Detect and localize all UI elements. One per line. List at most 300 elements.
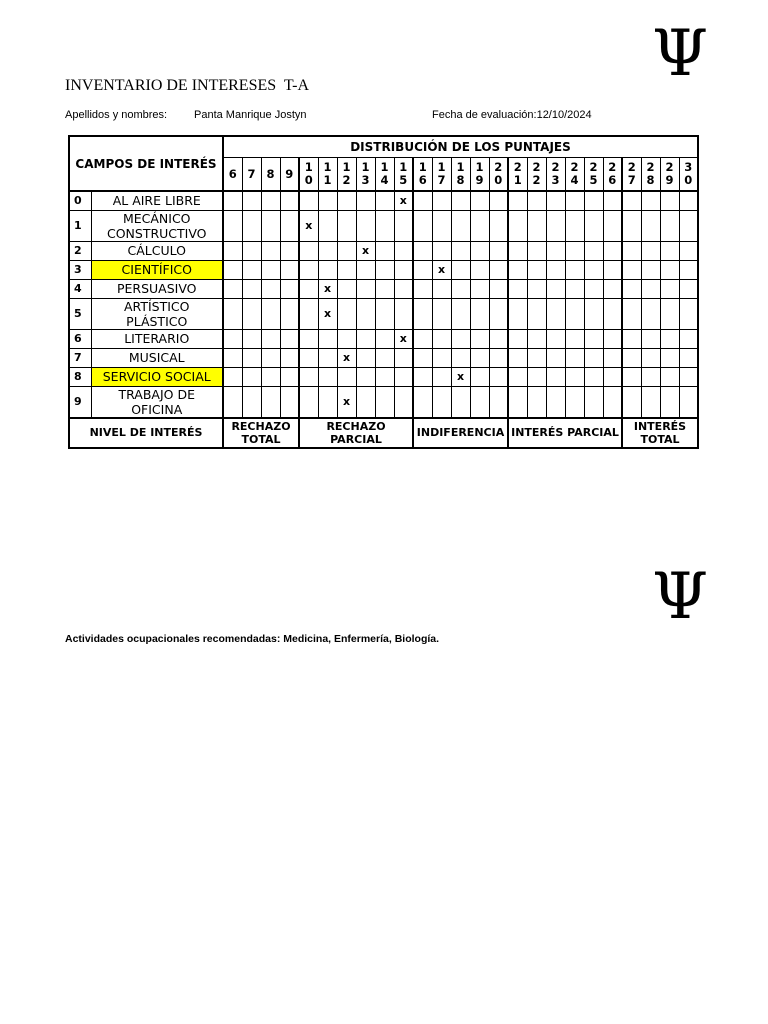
score-cell [337,191,356,210]
score-cell [432,279,451,298]
score-cell [299,260,318,279]
score-cell [356,386,375,418]
score-cell [489,210,508,241]
score-cell [318,386,337,418]
score-cell [356,191,375,210]
row-label-field: LITERARIO [91,329,223,348]
table-row [69,367,698,386]
score-header-28: 2 8 [641,158,660,192]
score-cell [432,367,451,386]
score-header-16: 1 6 [413,158,432,192]
score-cell [470,386,489,418]
score-cell [470,348,489,367]
score-cell [261,386,280,418]
level-2: RECHAZO PARCIAL [299,418,413,448]
score-cell [299,367,318,386]
score-cell [432,191,451,210]
score-cell [622,191,641,210]
row-number: 1 [69,210,91,241]
score-cell [413,329,432,348]
score-cell [261,210,280,241]
campos-header: CAMPOS DE INTERÉS [69,136,223,191]
score-cell [622,279,641,298]
score-cell [527,241,546,260]
recommended-activities: Actividades ocupacionales recomendadas: Medicina, Enfermería, Biología. [65,633,440,645]
table-row [69,260,698,279]
score-cell [318,329,337,348]
score-cell [546,260,565,279]
score-cell [337,298,356,329]
score-cell [432,386,451,418]
score-cell [584,210,603,241]
score-cell [318,241,337,260]
score-cell [394,298,413,329]
score-cell [641,386,660,418]
score-header-19: 1 9 [470,158,489,192]
score-cell [299,279,318,298]
score-cell [375,279,394,298]
score-cell [261,279,280,298]
score-cell [337,260,356,279]
score-header-20: 2 0 [489,158,508,192]
score-cell [318,191,337,210]
score-cell [280,329,299,348]
table-row [69,279,698,298]
score-cell [679,191,698,210]
score-cell [223,210,242,241]
score-cell [603,241,622,260]
score-cell [223,191,242,210]
score-cell [660,329,679,348]
table-row [69,191,698,210]
score-header-6: 6 [223,158,242,192]
score-cell [337,241,356,260]
score-cell [584,367,603,386]
score-mark: x [299,210,318,241]
score-cell [508,367,527,386]
score-cell [660,298,679,329]
score-cell [394,241,413,260]
score-header-26: 2 6 [603,158,622,192]
score-cell [603,348,622,367]
score-cell [413,348,432,367]
score-cell [242,260,261,279]
score-cell [527,298,546,329]
score-cell [470,367,489,386]
score-cell [508,260,527,279]
score-cell [375,386,394,418]
score-cell [470,279,489,298]
score-cell [565,210,584,241]
score-cell [489,348,508,367]
score-cell [280,367,299,386]
score-cell [489,386,508,418]
score-cell [299,191,318,210]
row-number: 8 [69,367,91,386]
score-cell [299,386,318,418]
score-cell [375,329,394,348]
score-cell [451,260,470,279]
score-cell [489,298,508,329]
score-cell [261,348,280,367]
score-cell [432,210,451,241]
score-cell [679,367,698,386]
table-row [69,241,698,260]
score-cell [679,298,698,329]
score-cell [318,348,337,367]
score-cell [280,386,299,418]
score-cell [660,260,679,279]
score-cell [451,210,470,241]
score-cell [527,348,546,367]
score-cell [565,298,584,329]
score-cell [508,241,527,260]
table-row [69,210,698,241]
score-cell [641,329,660,348]
evaluation-date: Fecha de evaluación:12/10/2024 [432,109,592,121]
score-cell [584,386,603,418]
score-cell [451,191,470,210]
score-mark: x [356,241,375,260]
score-cell [641,367,660,386]
score-cell [432,298,451,329]
score-cell [527,191,546,210]
score-cell [242,210,261,241]
score-header-25: 2 5 [584,158,603,192]
score-cell [641,191,660,210]
score-cell [261,367,280,386]
score-header-17: 1 7 [432,158,451,192]
score-cell [223,279,242,298]
level-4: INTERÉS PARCIAL [508,418,622,448]
score-cell [641,241,660,260]
score-cell [622,241,641,260]
score-cell [223,260,242,279]
score-header-11: 1 1 [318,158,337,192]
score-cell [489,260,508,279]
psi-symbol-top: Ψ [652,17,709,91]
score-cell [603,329,622,348]
score-cell [527,279,546,298]
score-cell [546,298,565,329]
score-header-9: 9 [280,158,299,192]
row-label-field: CIENTÍFICO [91,260,223,279]
score-cell [375,348,394,367]
score-cell [356,298,375,329]
score-cell [394,367,413,386]
score-cell [603,210,622,241]
score-cell [622,329,641,348]
score-cell [394,210,413,241]
score-header-30: 3 0 [679,158,698,192]
score-cell [280,298,299,329]
score-cell [299,298,318,329]
row-label-field: SERVICIO SOCIAL [91,367,223,386]
score-cell [432,329,451,348]
table-row [69,298,698,329]
psi-symbol-bottom: Ψ [652,560,709,634]
score-mark: x [394,329,413,348]
score-cell [337,210,356,241]
score-mark: x [337,386,356,418]
score-cell [356,260,375,279]
score-cell [527,260,546,279]
score-cell [413,279,432,298]
score-cell [508,329,527,348]
score-cell [584,191,603,210]
row-label-field: MECÁNICO CONSTRUCTIVO [91,210,223,241]
score-cell [584,348,603,367]
score-cell [622,386,641,418]
document-title: INVENTARIO DE INTERESES T-A [65,77,310,94]
score-cell [565,386,584,418]
score-cell [451,298,470,329]
score-cell [299,241,318,260]
score-cell [337,367,356,386]
score-cell [622,367,641,386]
score-header-29: 2 9 [660,158,679,192]
score-cell [261,298,280,329]
score-mark: x [451,367,470,386]
score-cell [223,298,242,329]
row-label-field: CÁLCULO [91,241,223,260]
score-cell [280,191,299,210]
row-label-field: MUSICAL [91,348,223,367]
row-number: 4 [69,279,91,298]
score-cell [470,241,489,260]
score-cell [679,348,698,367]
score-mark: x [432,260,451,279]
score-header-10: 1 0 [299,158,318,192]
row-number: 5 [69,298,91,329]
score-header-21: 2 1 [508,158,527,192]
row-number: 6 [69,329,91,348]
score-cell [603,298,622,329]
score-cell [451,348,470,367]
table-row [69,386,698,418]
score-cell [299,329,318,348]
score-header-8: 8 [261,158,280,192]
score-cell [660,348,679,367]
score-cell [413,298,432,329]
score-cell [565,260,584,279]
score-cell [584,279,603,298]
score-cell [679,279,698,298]
score-cell [223,348,242,367]
table-row [69,329,698,348]
score-cell [356,210,375,241]
score-cell [622,260,641,279]
row-number: 9 [69,386,91,418]
score-cell [261,241,280,260]
score-cell [413,241,432,260]
score-cell [508,298,527,329]
score-cell [546,348,565,367]
score-cell [489,279,508,298]
score-cell [242,348,261,367]
score-cell [679,386,698,418]
score-cell [375,191,394,210]
score-cell [527,386,546,418]
score-cell [565,279,584,298]
score-cell [660,367,679,386]
score-cell [356,279,375,298]
score-cell [622,298,641,329]
score-cell [375,260,394,279]
score-cell [603,260,622,279]
score-cell [356,329,375,348]
score-cell [508,386,527,418]
score-cell [470,260,489,279]
row-label-field: ARTÍSTICO PLÁSTICO [91,298,223,329]
score-cell [584,260,603,279]
score-cell [679,329,698,348]
score-cell [489,191,508,210]
score-header-27: 2 7 [622,158,641,192]
score-cell [641,260,660,279]
score-cell [679,260,698,279]
score-cell [489,241,508,260]
nivel-label: NIVEL DE INTERÉS [69,418,223,448]
score-header-22: 2 2 [527,158,546,192]
score-cell [584,298,603,329]
score-cell [318,210,337,241]
score-cell [375,241,394,260]
score-cell [242,279,261,298]
score-cell [565,241,584,260]
score-cell [242,191,261,210]
row-number: 7 [69,348,91,367]
score-cell [394,279,413,298]
row-number: 3 [69,260,91,279]
level-5: INTERÉS TOTAL [622,418,698,448]
names-label: Apellidos y nombres: [65,109,168,121]
score-cell [603,279,622,298]
score-cell [470,210,489,241]
score-cell [679,210,698,241]
score-cell [375,298,394,329]
level-3: INDIFERENCIA [413,418,508,448]
score-cell [546,367,565,386]
score-cell [223,367,242,386]
interest-distribution-table [68,135,699,449]
distribution-header: DISTRIBUCIÓN DE LOS PUNTAJES [223,136,698,158]
score-cell [318,260,337,279]
score-cell [546,386,565,418]
score-cell [508,279,527,298]
score-cell [546,210,565,241]
score-header-23: 2 3 [546,158,565,192]
score-cell [261,329,280,348]
score-cell [223,329,242,348]
score-cell [280,241,299,260]
score-mark: x [318,279,337,298]
score-cell [565,191,584,210]
score-header-18: 1 8 [451,158,470,192]
score-cell [489,367,508,386]
score-header-24: 2 4 [565,158,584,192]
score-cell [356,348,375,367]
score-cell [508,348,527,367]
score-cell [641,348,660,367]
score-cell [603,386,622,418]
score-header-12: 1 2 [337,158,356,192]
score-cell [394,260,413,279]
score-cell [242,386,261,418]
score-cell [261,191,280,210]
score-cell [337,279,356,298]
score-cell [470,329,489,348]
score-cell [546,329,565,348]
score-cell [356,367,375,386]
score-cell [223,241,242,260]
score-cell [546,279,565,298]
score-cell [242,329,261,348]
score-cell [280,210,299,241]
score-cell [280,260,299,279]
score-cell [299,348,318,367]
score-mark: x [394,191,413,210]
score-cell [223,386,242,418]
score-cell [584,329,603,348]
score-cell [527,329,546,348]
score-cell [432,348,451,367]
score-cell [622,210,641,241]
row-label-field: PERSUASIVO [91,279,223,298]
level-1: RECHAZO TOTAL [223,418,299,448]
row-number: 2 [69,241,91,260]
score-cell [679,241,698,260]
score-cell [280,279,299,298]
score-cell [546,241,565,260]
score-cell [660,241,679,260]
score-cell [261,260,280,279]
score-cell [660,279,679,298]
score-cell [622,348,641,367]
score-cell [394,348,413,367]
score-header-7: 7 [242,158,261,192]
score-cell [660,210,679,241]
score-cell [641,279,660,298]
score-cell [641,210,660,241]
score-cell [527,210,546,241]
score-cell [470,298,489,329]
score-cell [451,279,470,298]
score-cell [584,241,603,260]
row-number: 0 [69,191,91,210]
score-cell [413,191,432,210]
score-cell [242,241,261,260]
score-cell [242,298,261,329]
score-header-14: 1 4 [375,158,394,192]
score-cell [660,191,679,210]
score-cell [451,329,470,348]
score-cell [489,329,508,348]
score-cell [546,191,565,210]
score-cell [565,367,584,386]
score-cell [413,367,432,386]
score-cell [508,191,527,210]
table-row [69,348,698,367]
score-cell [451,386,470,418]
score-cell [660,386,679,418]
score-cell [470,191,489,210]
score-cell [432,241,451,260]
score-cell [375,367,394,386]
score-cell [565,329,584,348]
score-cell [508,210,527,241]
row-label-field: TRABAJO DE OFICINA [91,386,223,418]
